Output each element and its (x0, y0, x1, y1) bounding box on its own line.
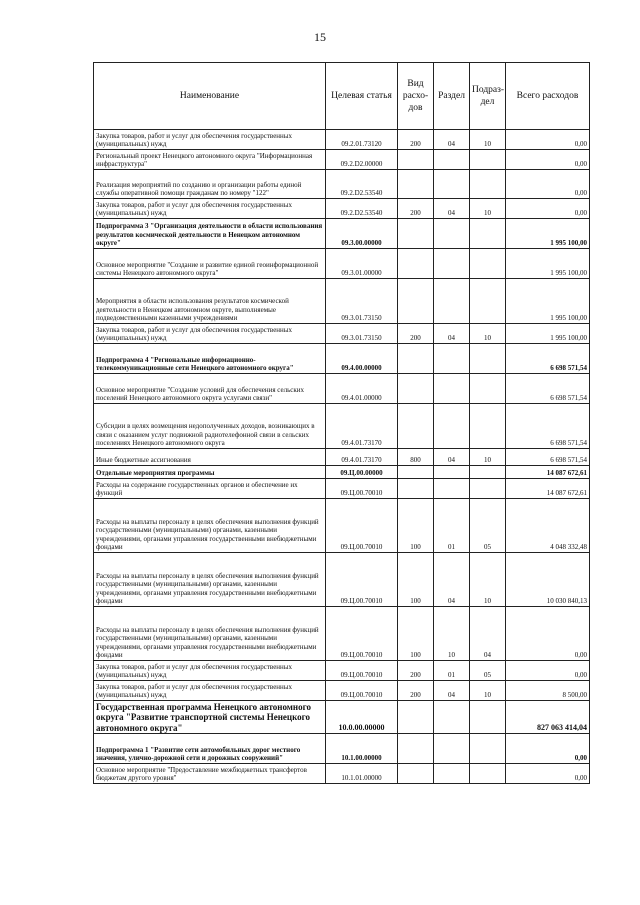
row-total: 14 087 672,61 (506, 466, 590, 479)
row-section: 04 (434, 130, 470, 150)
row-subsection: 10 (470, 449, 506, 466)
table-row (94, 734, 590, 764)
row-total: 10 030 840,13 (506, 553, 590, 607)
row-target-article: 09.3.00.00000 (326, 219, 398, 249)
row-expense-type: 800 (398, 449, 434, 466)
row-total: 0,00 (506, 130, 590, 150)
row-subsection (470, 344, 506, 374)
row-name: Расходы на выплаты персоналу в целях обеспечения выполнения функций государственными (муниципальными) органами, казенными учреждениями, органами управления государственными внебюджетными фондами (94, 607, 326, 661)
row-section: 10 (434, 607, 470, 661)
row-target-article: 09.Ц.00.70010 (326, 479, 398, 499)
row-expense-type (398, 404, 434, 449)
row-name: Закупка товаров, работ и услуг для обеспечения государственных (муниципальных) нужд (94, 324, 326, 344)
row-subsection (470, 404, 506, 449)
row-expense-type: 200 (398, 324, 434, 344)
row-target-article: 09.2.01.73120 (326, 130, 398, 150)
row-expense-type: 100 (398, 499, 434, 553)
row-section: 04 (434, 449, 470, 466)
table-row (94, 681, 590, 701)
row-name: Закупка товаров, работ и услуг для обеспечения государственных (муниципальных) нужд (94, 199, 326, 219)
row-name: Расходы на содержание государственных органов и обеспечение их функций (94, 479, 326, 499)
table-row (94, 199, 590, 219)
row-total: 8 500,00 (506, 681, 590, 701)
row-total: 0,00 (506, 150, 590, 170)
header-target-article: Целевая статья (326, 63, 398, 130)
row-target-article: 10.0.00.00000 (326, 701, 398, 734)
row-section (434, 374, 470, 404)
row-name: Закупка товаров, работ и услуг для обеспечения государственных (муниципальных) нужд (94, 681, 326, 701)
row-expense-type (398, 150, 434, 170)
table-row (94, 130, 590, 150)
row-name: Подпрограмма 4 "Региональные информационно-телекоммуникационные сети Ненецкого автономного округа" (94, 344, 326, 374)
row-name: Подпрограмма 1 "Развитие сети автомобильных дорог местного значения, улично-дорожной сети и дорожных сооружений" (94, 734, 326, 764)
table-row (94, 324, 590, 344)
row-total: 14 087 672,61 (506, 479, 590, 499)
row-expense-type: 100 (398, 553, 434, 607)
table-row (94, 249, 590, 279)
row-section (434, 279, 470, 324)
row-subsection: 10 (470, 324, 506, 344)
row-subsection (470, 150, 506, 170)
row-target-article: 09.4.01.73170 (326, 404, 398, 449)
row-section (434, 249, 470, 279)
row-subsection (470, 219, 506, 249)
row-expense-type (398, 764, 434, 784)
row-subsection: 04 (470, 607, 506, 661)
row-subsection: 10 (470, 199, 506, 219)
row-subsection (470, 170, 506, 199)
row-subsection (470, 764, 506, 784)
row-target-article: 09.2.D2.53540 (326, 199, 398, 219)
row-total: 1 995 100,00 (506, 324, 590, 344)
row-subsection (470, 466, 506, 479)
row-subsection (470, 479, 506, 499)
table-row (94, 150, 590, 170)
header-expense-type: Вид расхо-дов (398, 63, 434, 130)
row-name: Расходы на выплаты персоналу в целях обеспечения выполнения функций государственными (муниципальными) органами, казенными учреждениями, органами управления государственными внебюджетными фондами (94, 553, 326, 607)
row-name: Основное мероприятие "Создание и развитие единой геоинформационной системы Ненецкого автономного округа" (94, 249, 326, 279)
row-target-article: 09.Ц.00.00000 (326, 466, 398, 479)
row-section (434, 466, 470, 479)
row-section (434, 404, 470, 449)
row-expense-type: 200 (398, 681, 434, 701)
row-section (434, 701, 470, 734)
row-target-article: 09.4.01.73170 (326, 449, 398, 466)
row-total: 0,00 (506, 661, 590, 681)
row-subsection (470, 279, 506, 324)
row-name: Региональный проект Ненецкого автономного округа "Информационная инфраструктура" (94, 150, 326, 170)
row-name: Закупка товаров, работ и услуг для обеспечения государственных (муниципальных) нужд (94, 130, 326, 150)
row-target-article: 09.2.D2.00000 (326, 150, 398, 170)
header-subsection: Подраз-дел (470, 63, 506, 130)
header-name: Наименование (94, 63, 326, 130)
row-target-article: 09.Ц.00.70010 (326, 607, 398, 661)
row-target-article: 10.1.00.00000 (326, 734, 398, 764)
row-target-article: 09.2.D2.53540 (326, 170, 398, 199)
row-name: Закупка товаров, работ и услуг для обеспечения государственных (муниципальных) нужд (94, 661, 326, 681)
row-total: 0,00 (506, 170, 590, 199)
row-total: 0,00 (506, 734, 590, 764)
row-expense-type: 200 (398, 661, 434, 681)
row-name: Субсидии в целях возмещения недополученных доходов, возникающих в связи с оказанием услуг подвижной радиотелефонной связи в сельских поселениях Ненецкого автономного округа (94, 404, 326, 449)
row-subsection: 05 (470, 661, 506, 681)
row-total: 0,00 (506, 764, 590, 784)
row-total: 0,00 (506, 607, 590, 661)
row-expense-type (398, 374, 434, 404)
table-row (94, 279, 590, 324)
row-section (434, 150, 470, 170)
budget-table (93, 62, 590, 784)
row-name: Иные бюджетные ассигнования (94, 449, 326, 466)
table-row (94, 374, 590, 404)
row-target-article: 09.4.01.00000 (326, 374, 398, 404)
row-total: 4 048 332,48 (506, 499, 590, 553)
row-section (434, 734, 470, 764)
row-section: 04 (434, 553, 470, 607)
row-total: 6 698 571,54 (506, 374, 590, 404)
row-subsection: 05 (470, 499, 506, 553)
row-name: Основное мероприятие "Предоставление межбюджетных трансфертов бюджетам другого уровня" (94, 764, 326, 784)
row-expense-type (398, 344, 434, 374)
table-row (94, 607, 590, 661)
row-subsection (470, 701, 506, 734)
row-expense-type: 200 (398, 130, 434, 150)
table-row (94, 404, 590, 449)
row-subsection (470, 374, 506, 404)
row-target-article: 09.3.01.73150 (326, 324, 398, 344)
row-section: 01 (434, 499, 470, 553)
row-name: Отдельные мероприятия программы (94, 466, 326, 479)
row-expense-type (398, 279, 434, 324)
row-section (434, 170, 470, 199)
row-section: 01 (434, 661, 470, 681)
row-section (434, 219, 470, 249)
table-row (94, 764, 590, 784)
row-total: 827 063 414,04 (506, 701, 590, 734)
row-target-article: 09.3.01.73150 (326, 279, 398, 324)
row-subsection (470, 249, 506, 279)
table-row (94, 661, 590, 681)
row-target-article: 09.Ц.00.70010 (326, 553, 398, 607)
row-expense-type (398, 701, 434, 734)
row-target-article: 09.Ц.00.70010 (326, 499, 398, 553)
table-row (94, 170, 590, 199)
table-body (94, 130, 590, 784)
row-section (434, 344, 470, 374)
row-total: 6 698 571,54 (506, 344, 590, 374)
row-subsection: 10 (470, 130, 506, 150)
row-section (434, 764, 470, 784)
row-subsection: 10 (470, 553, 506, 607)
table-row (94, 219, 590, 249)
row-expense-type (398, 249, 434, 279)
table-row (94, 466, 590, 479)
row-section (434, 479, 470, 499)
row-subsection: 10 (470, 681, 506, 701)
row-name: Реализация мероприятий по созданию и организации работы единой службы оперативной помощи гражданам по номеру "122" (94, 170, 326, 199)
row-section: 04 (434, 324, 470, 344)
table-row (94, 449, 590, 466)
row-expense-type (398, 170, 434, 199)
row-name: Подпрограмма 3 "Организация деятельности в области использования результатов космической деятельности в Ненецком автономном округе" (94, 219, 326, 249)
header-section: Раздел (434, 63, 470, 130)
row-name: Основное мероприятие "Создание условий для обеспечения сельских поселений Ненецкого автономного округа услугами связи" (94, 374, 326, 404)
row-expense-type: 100 (398, 607, 434, 661)
row-name: Расходы на выплаты персоналу в целях обеспечения выполнения функций государственными (муниципальными) органами, казенными учреждениями, органами управления государственными внебюджетными фондами (94, 499, 326, 553)
row-target-article: 09.4.00.00000 (326, 344, 398, 374)
row-expense-type: 200 (398, 199, 434, 219)
row-subsection (470, 734, 506, 764)
table-row (94, 701, 590, 734)
row-total: 1 995 100,00 (506, 279, 590, 324)
row-target-article: 09.Ц.00.70010 (326, 661, 398, 681)
row-total: 6 698 571,54 (506, 404, 590, 449)
row-name: Государственная программа Ненецкого автономного округа "Развитие транспортной системы Ненецкого автономного округа" (94, 701, 326, 734)
table-row (94, 499, 590, 553)
table-row (94, 479, 590, 499)
table-row (94, 344, 590, 374)
row-expense-type (398, 734, 434, 764)
row-target-article: 09.Ц.00.70010 (326, 681, 398, 701)
row-total: 1 995 100,00 (506, 249, 590, 279)
table-row (94, 553, 590, 607)
row-expense-type (398, 219, 434, 249)
row-total: 1 995 100,00 (506, 219, 590, 249)
row-section: 04 (434, 199, 470, 219)
header-total-expenses: Всего расходов (506, 63, 590, 130)
row-total: 6 698 571,54 (506, 449, 590, 466)
row-section: 04 (434, 681, 470, 701)
row-total: 0,00 (506, 199, 590, 219)
row-expense-type (398, 479, 434, 499)
row-target-article: 10.1.01.00000 (326, 764, 398, 784)
row-name: Мероприятия в области использования результатов космической деятельности в Ненецком автономном округе, выполняемые подведомственными казенными учреждениями (94, 279, 326, 324)
page-number: 15 (314, 30, 326, 44)
row-expense-type (398, 466, 434, 479)
table-header-row (94, 63, 590, 130)
row-target-article: 09.3.01.00000 (326, 249, 398, 279)
